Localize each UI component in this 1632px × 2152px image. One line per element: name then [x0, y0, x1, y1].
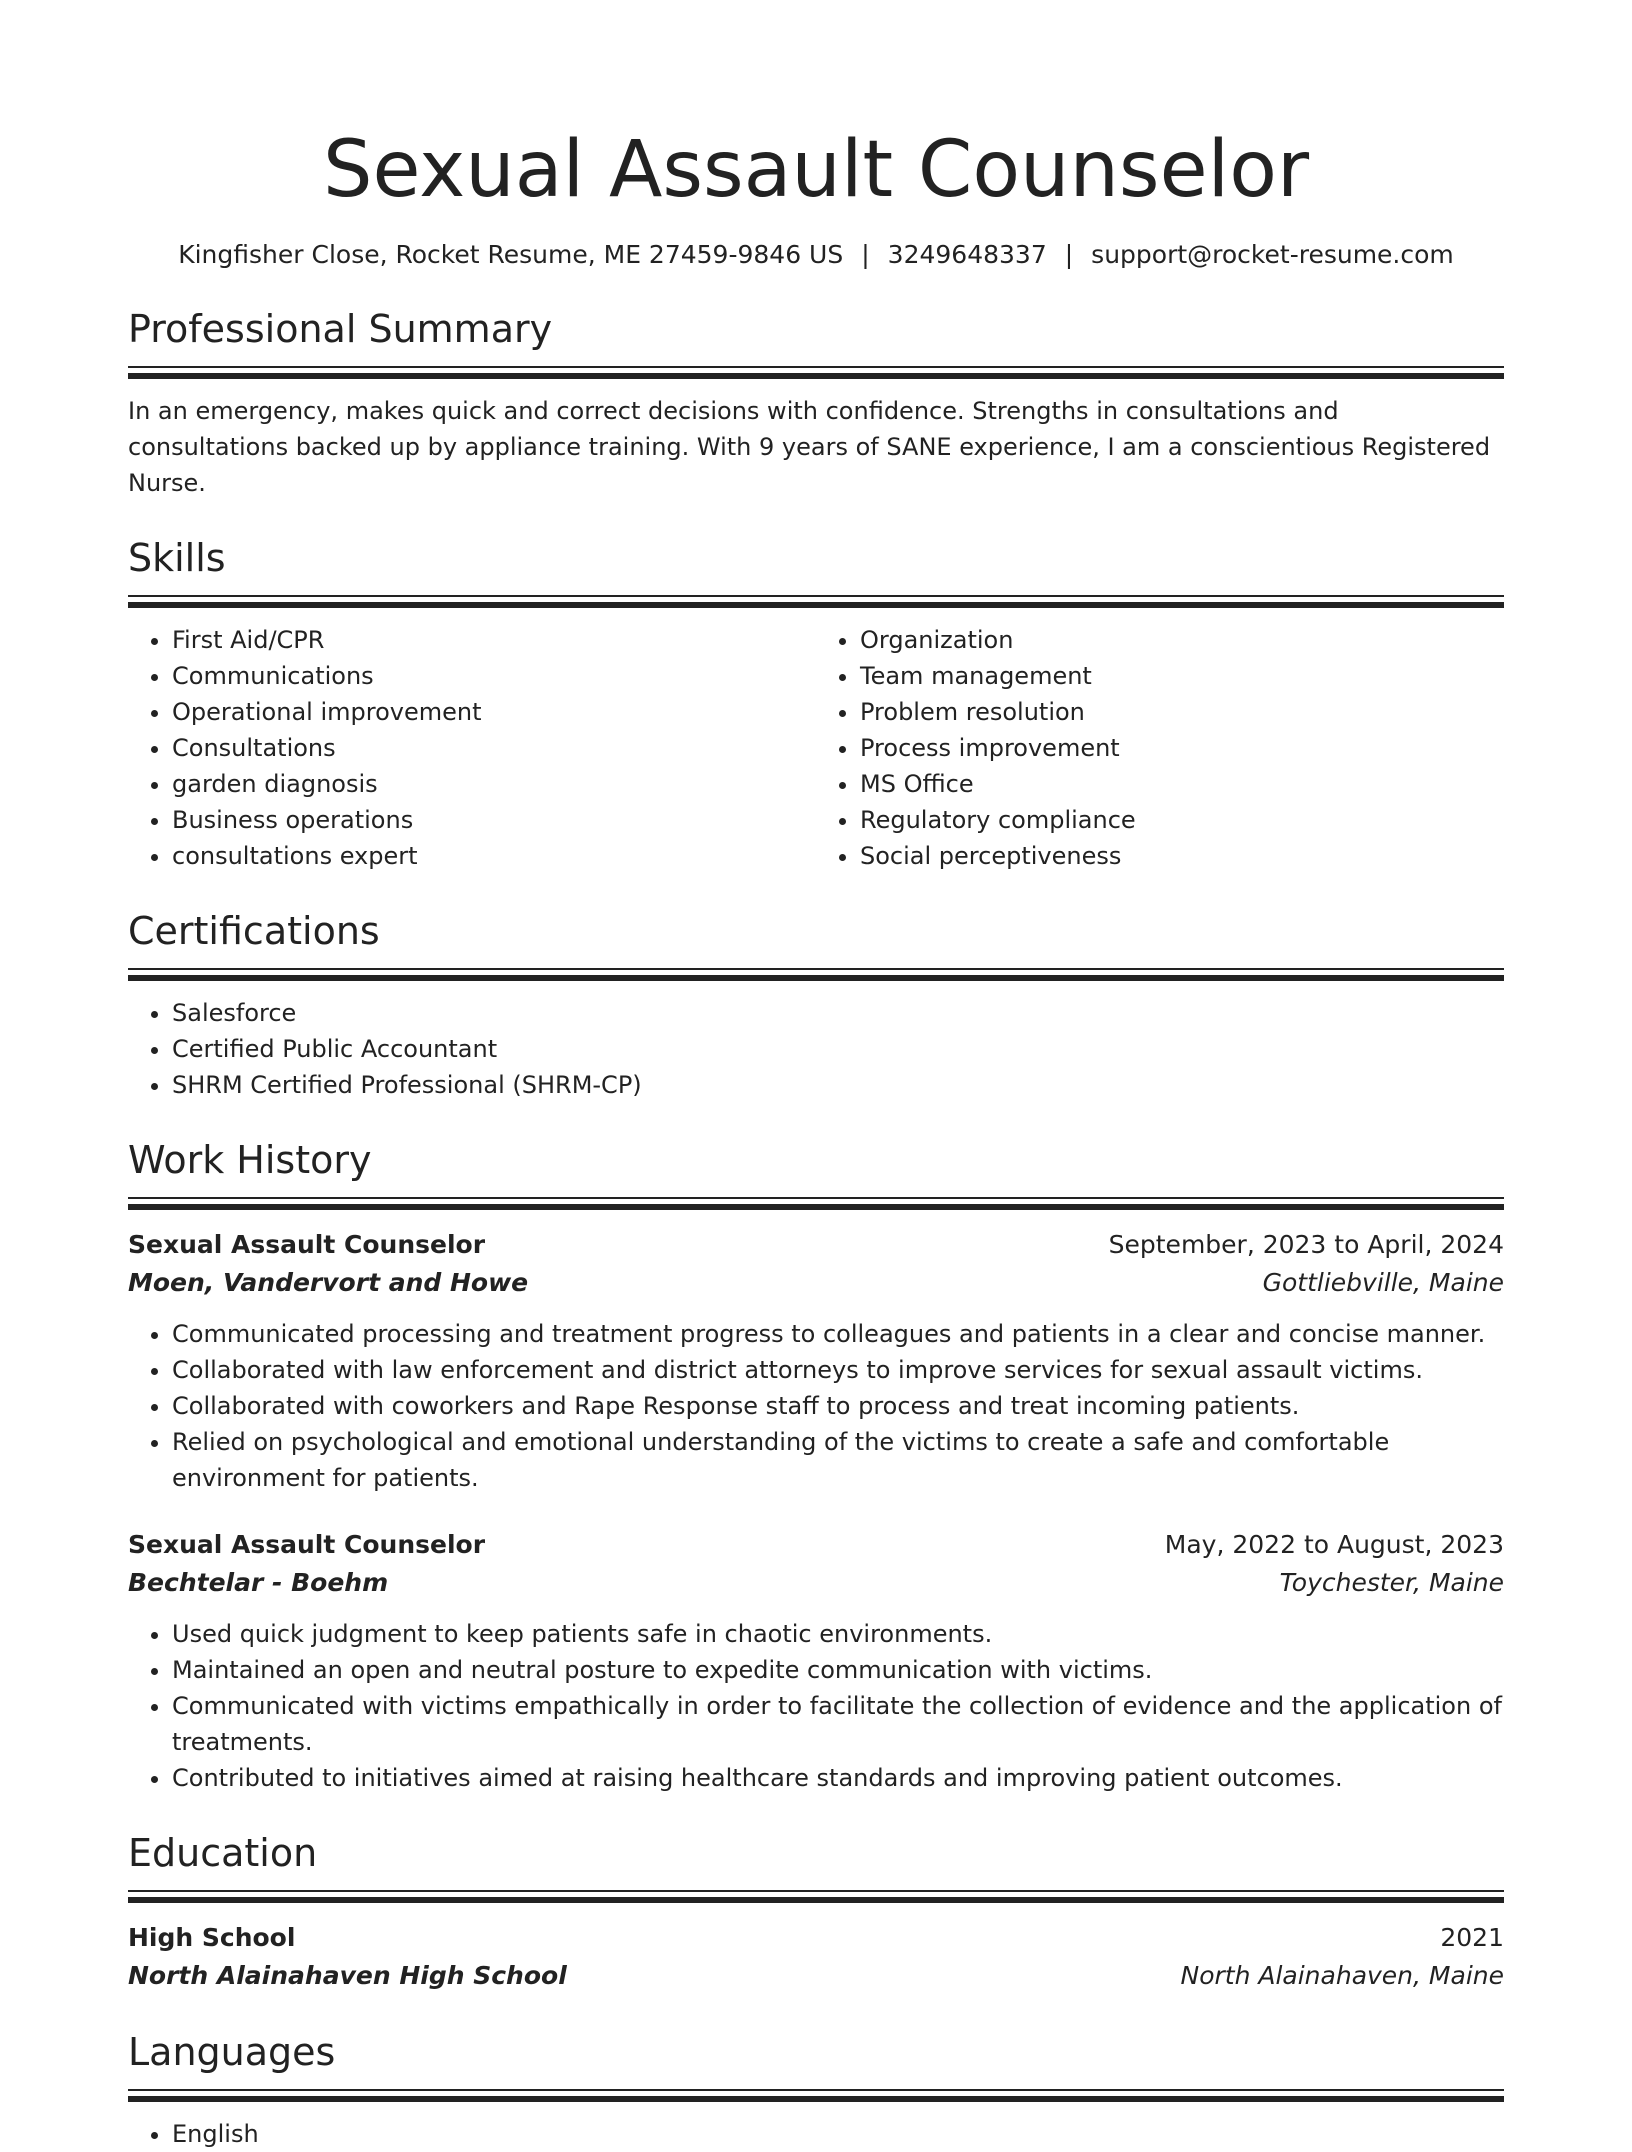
skill-item: • Regulatory compliance: [860, 802, 1504, 838]
certifications-section: [128, 906, 1504, 1103]
job-company: Moen, Vandervort and Howe: [128, 1268, 529, 1297]
job-entry: [128, 1526, 1504, 1796]
skills-grid: [128, 606, 1504, 874]
job-header-row: [128, 1526, 1504, 1564]
job-company-row: [128, 1264, 1504, 1302]
candidate-name: Sexual Assault Counselor: [322, 125, 1310, 215]
section-title-education: Education: [128, 1831, 318, 1875]
job-duty: • Communicated with victims empathically in order to facilitate the collection of evidence and the application of treatments.: [172, 1688, 1504, 1760]
education-entry: [128, 1919, 1504, 1995]
contact-phone: 3249648337: [887, 240, 1047, 269]
section-title-languages: Languages: [128, 2030, 336, 2074]
job-duties-list: [128, 1616, 1504, 1796]
skill-item: • MS Office: [860, 766, 1504, 802]
section-divider: [128, 2089, 1504, 2100]
contact-address: Kingfisher Close, Rocket Resume, ME 27459-9846 US: [178, 240, 844, 269]
job-dates: September, 2023 to April, 2024: [1108, 1230, 1504, 1259]
work-history-section: [128, 1135, 1504, 1796]
languages-list: [128, 2116, 1504, 2152]
certifications-list: [128, 995, 1504, 1103]
section-divider: [128, 968, 1504, 979]
education-degree: High School: [128, 1923, 296, 1952]
skill-item: • Process improvement: [860, 730, 1504, 766]
language-item: • English: [172, 2116, 1504, 2152]
job-duties-list: [128, 1316, 1504, 1496]
languages-section: [128, 2027, 1504, 2152]
summary-text: In an emergency, makes quick and correct decisions with confidence. Strengths in consultations and consultations backed up by appliance training. With 9 years of SANE experience, I am a conscientious Registered Nurse.: [128, 397, 1491, 497]
job-duty: • Contributed to initiatives aimed at raising healthcare standards and improving patient outcomes.: [172, 1760, 1504, 1796]
skills-list-right: [816, 622, 1504, 874]
skill-item: • Social perceptiveness: [860, 838, 1504, 874]
education-school-row: [128, 1957, 1504, 1995]
education-school: North Alainahaven High School: [128, 1961, 567, 1990]
job-company-row: [128, 1564, 1504, 1602]
resume-page: [128, 120, 1504, 2152]
contact-separator: |: [1064, 240, 1074, 269]
section-divider: [128, 1197, 1504, 1208]
contact-email: support@rocket-resume.com: [1091, 240, 1454, 269]
job-duty: • Communicated processing and treatment progress to colleagues and patients in a clear and concise manner.: [172, 1316, 1504, 1352]
job-title: Sexual Assault Counselor: [128, 1230, 486, 1259]
education-year: 2021: [1440, 1923, 1504, 1952]
certification-item: • Salesforce: [172, 995, 1504, 1031]
skills-section: [128, 533, 1504, 874]
education-location: North Alainahaven, Maine: [1180, 1961, 1504, 1990]
certification-item: • Certified Public Accountant: [172, 1031, 1504, 1067]
skill-item: • First Aid/CPR: [172, 622, 816, 658]
job-title: Sexual Assault Counselor: [128, 1530, 486, 1559]
contact-line: [128, 238, 1504, 272]
education-header-row: [128, 1919, 1504, 1957]
skill-item: • Team management: [860, 658, 1504, 694]
section-title-summary: Professional Summary: [128, 307, 553, 351]
skill-item: • Operational improvement: [172, 694, 816, 730]
skill-item: • Problem resolution: [860, 694, 1504, 730]
section-divider: [128, 1890, 1504, 1901]
section-divider: [128, 366, 1504, 377]
skill-item: • Consultations: [172, 730, 816, 766]
job-company: Bechtelar - Boehm: [128, 1568, 389, 1597]
job-duty: • Collaborated with law enforcement and district attorneys to improve services for sexual assault victims.: [172, 1352, 1504, 1388]
education-section: [128, 1828, 1504, 1995]
skill-item: • Business operations: [172, 802, 816, 838]
job-dates: May, 2022 to August, 2023: [1164, 1530, 1504, 1559]
section-title-certifications: Certifications: [128, 909, 380, 953]
job-duty: • Relied on psychological and emotional understanding of the victims to create a safe and comfortable environment for patients.: [172, 1424, 1504, 1496]
job-entry: [128, 1226, 1504, 1496]
skills-list-left: [128, 622, 816, 874]
summary-section: [128, 304, 1504, 501]
job-header-row: [128, 1226, 1504, 1264]
contact-separator: |: [861, 240, 870, 269]
job-duty: • Maintained an open and neutral posture to expedite communication with victims.: [172, 1652, 1504, 1688]
job-location: Gottliebville, Maine: [1262, 1268, 1504, 1297]
skill-item: • Organization: [860, 622, 1504, 658]
section-title-work-history: Work History: [128, 1138, 372, 1182]
section-title-skills: Skills: [128, 536, 226, 580]
skill-item: • Communications: [172, 658, 816, 694]
job-duty: • Used quick judgment to keep patients safe in chaotic environments.: [172, 1616, 1504, 1652]
job-duty: • Collaborated with coworkers and Rape Response staff to process and treat incoming patients.: [172, 1388, 1504, 1424]
certification-item: • SHRM Certified Professional (SHRM-CP): [172, 1067, 1504, 1103]
section-divider: [128, 595, 1504, 606]
job-location: Toychester, Maine: [1279, 1568, 1504, 1597]
skill-item: • consultations expert: [172, 838, 816, 874]
skill-item: • garden diagnosis: [172, 766, 816, 802]
